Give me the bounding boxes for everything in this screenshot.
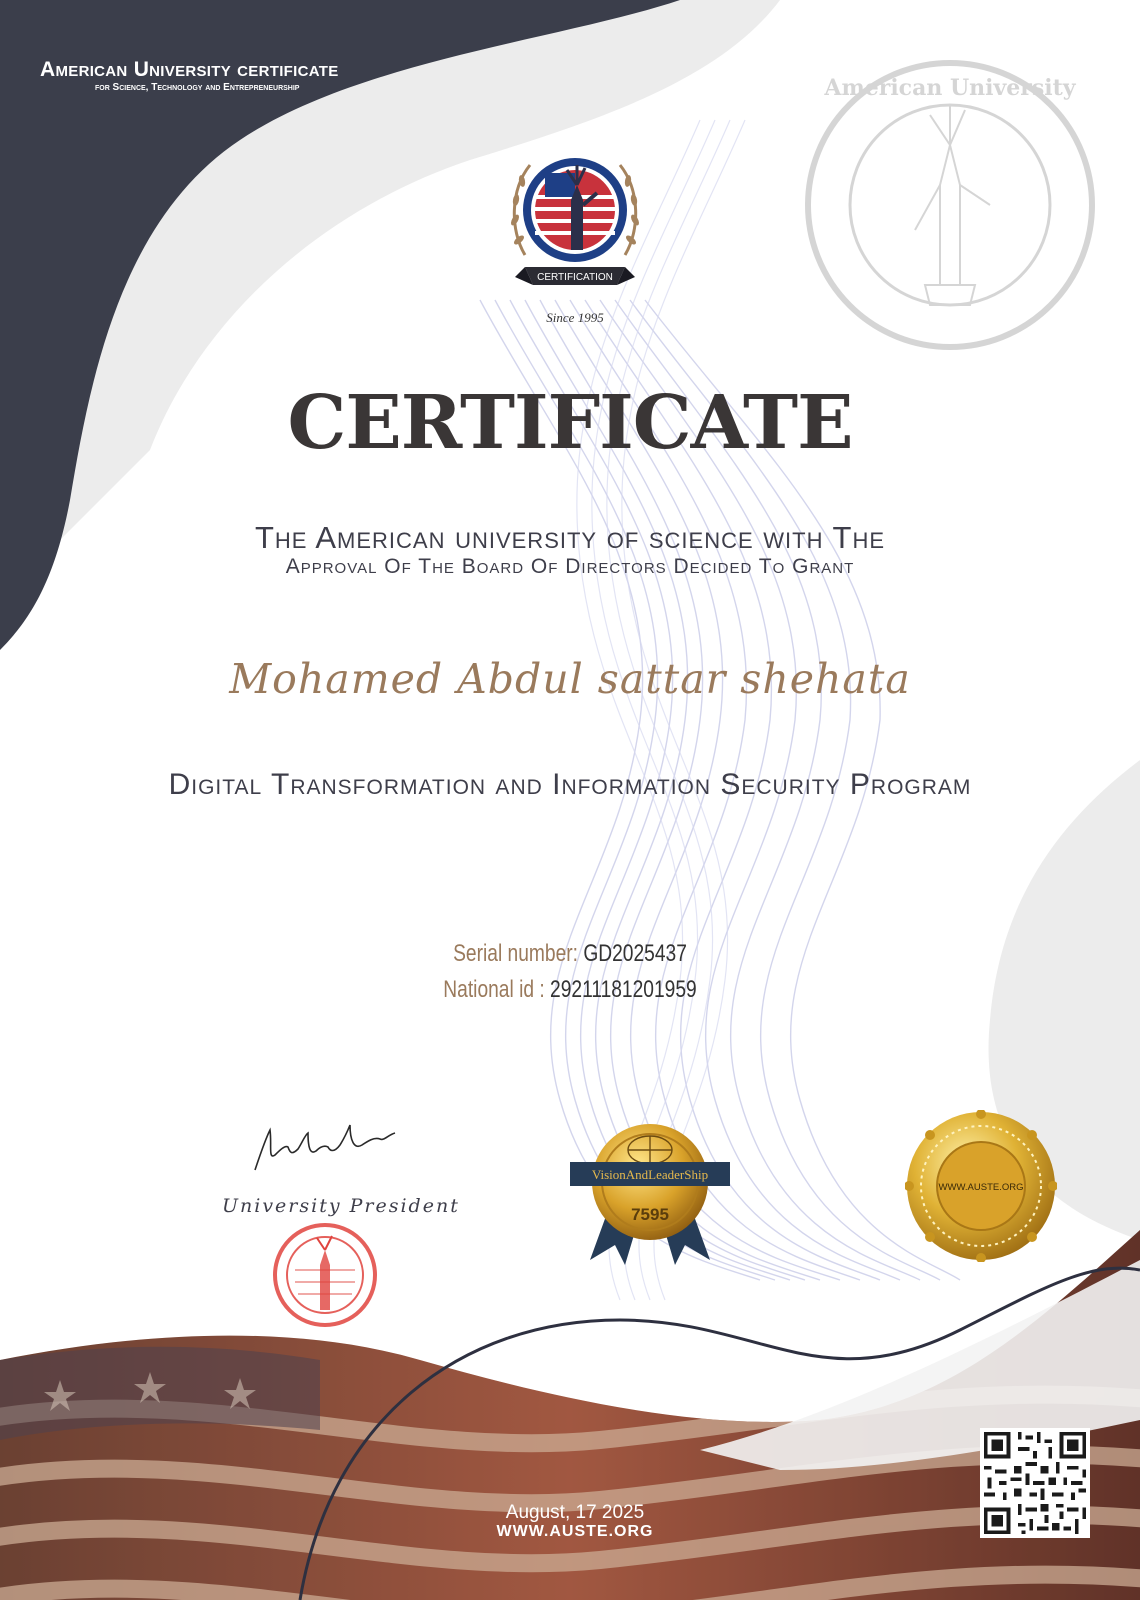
national-id-value: 29211181201959: [550, 976, 697, 1003]
gold-badge-text: WWW.AUSTE.ORG: [938, 1182, 1024, 1193]
institution-subtitle: for Science, Technology and Entrepreneurship: [95, 82, 300, 93]
program-name: Digital Transformation and Information Security Program: [168, 768, 972, 801]
president-signature: [250, 1115, 400, 1175]
grant-statement-line2: Approval Of The Board Of Directors Decided To Grant: [285, 555, 855, 578]
certificate-title: CERTIFICATE: [287, 380, 853, 466]
red-stamp-icon: [270, 1220, 380, 1330]
qr-code-icon[interactable]: [980, 1428, 1090, 1538]
university-seal-icon: [505, 145, 645, 300]
national-id-label: National id :: [443, 976, 545, 1003]
institution-title: American University certificate: [40, 58, 339, 81]
issue-date: August, 17 2025: [505, 1502, 645, 1523]
since-year: Since 1995: [546, 310, 604, 325]
recipient-name: Mohamed Abdul sattar shehata: [229, 655, 911, 703]
vision-badge-text: VisionAndLeaderShip: [591, 1167, 709, 1182]
serial-number-value: GD2025437: [583, 940, 687, 967]
watermark-ring-text: American University: [824, 75, 1076, 101]
vision-leadership-badge-icon: [570, 1120, 730, 1270]
vision-badge-number: 7595: [631, 1205, 669, 1224]
grant-statement-line1: The American university of science with The: [254, 520, 886, 555]
national-id-row: [114, 976, 1026, 1004]
gold-seal-badge-icon: [905, 1110, 1057, 1262]
watermark-seal-icon: [800, 55, 1100, 355]
seal-ribbon-text: CERTIFICATION: [537, 272, 613, 283]
footer-website: WWW.AUSTE.ORG: [496, 1523, 654, 1540]
serial-number-label: Serial number:: [453, 940, 578, 967]
serial-number-row: [114, 940, 1026, 968]
president-title: University President: [222, 1195, 460, 1217]
